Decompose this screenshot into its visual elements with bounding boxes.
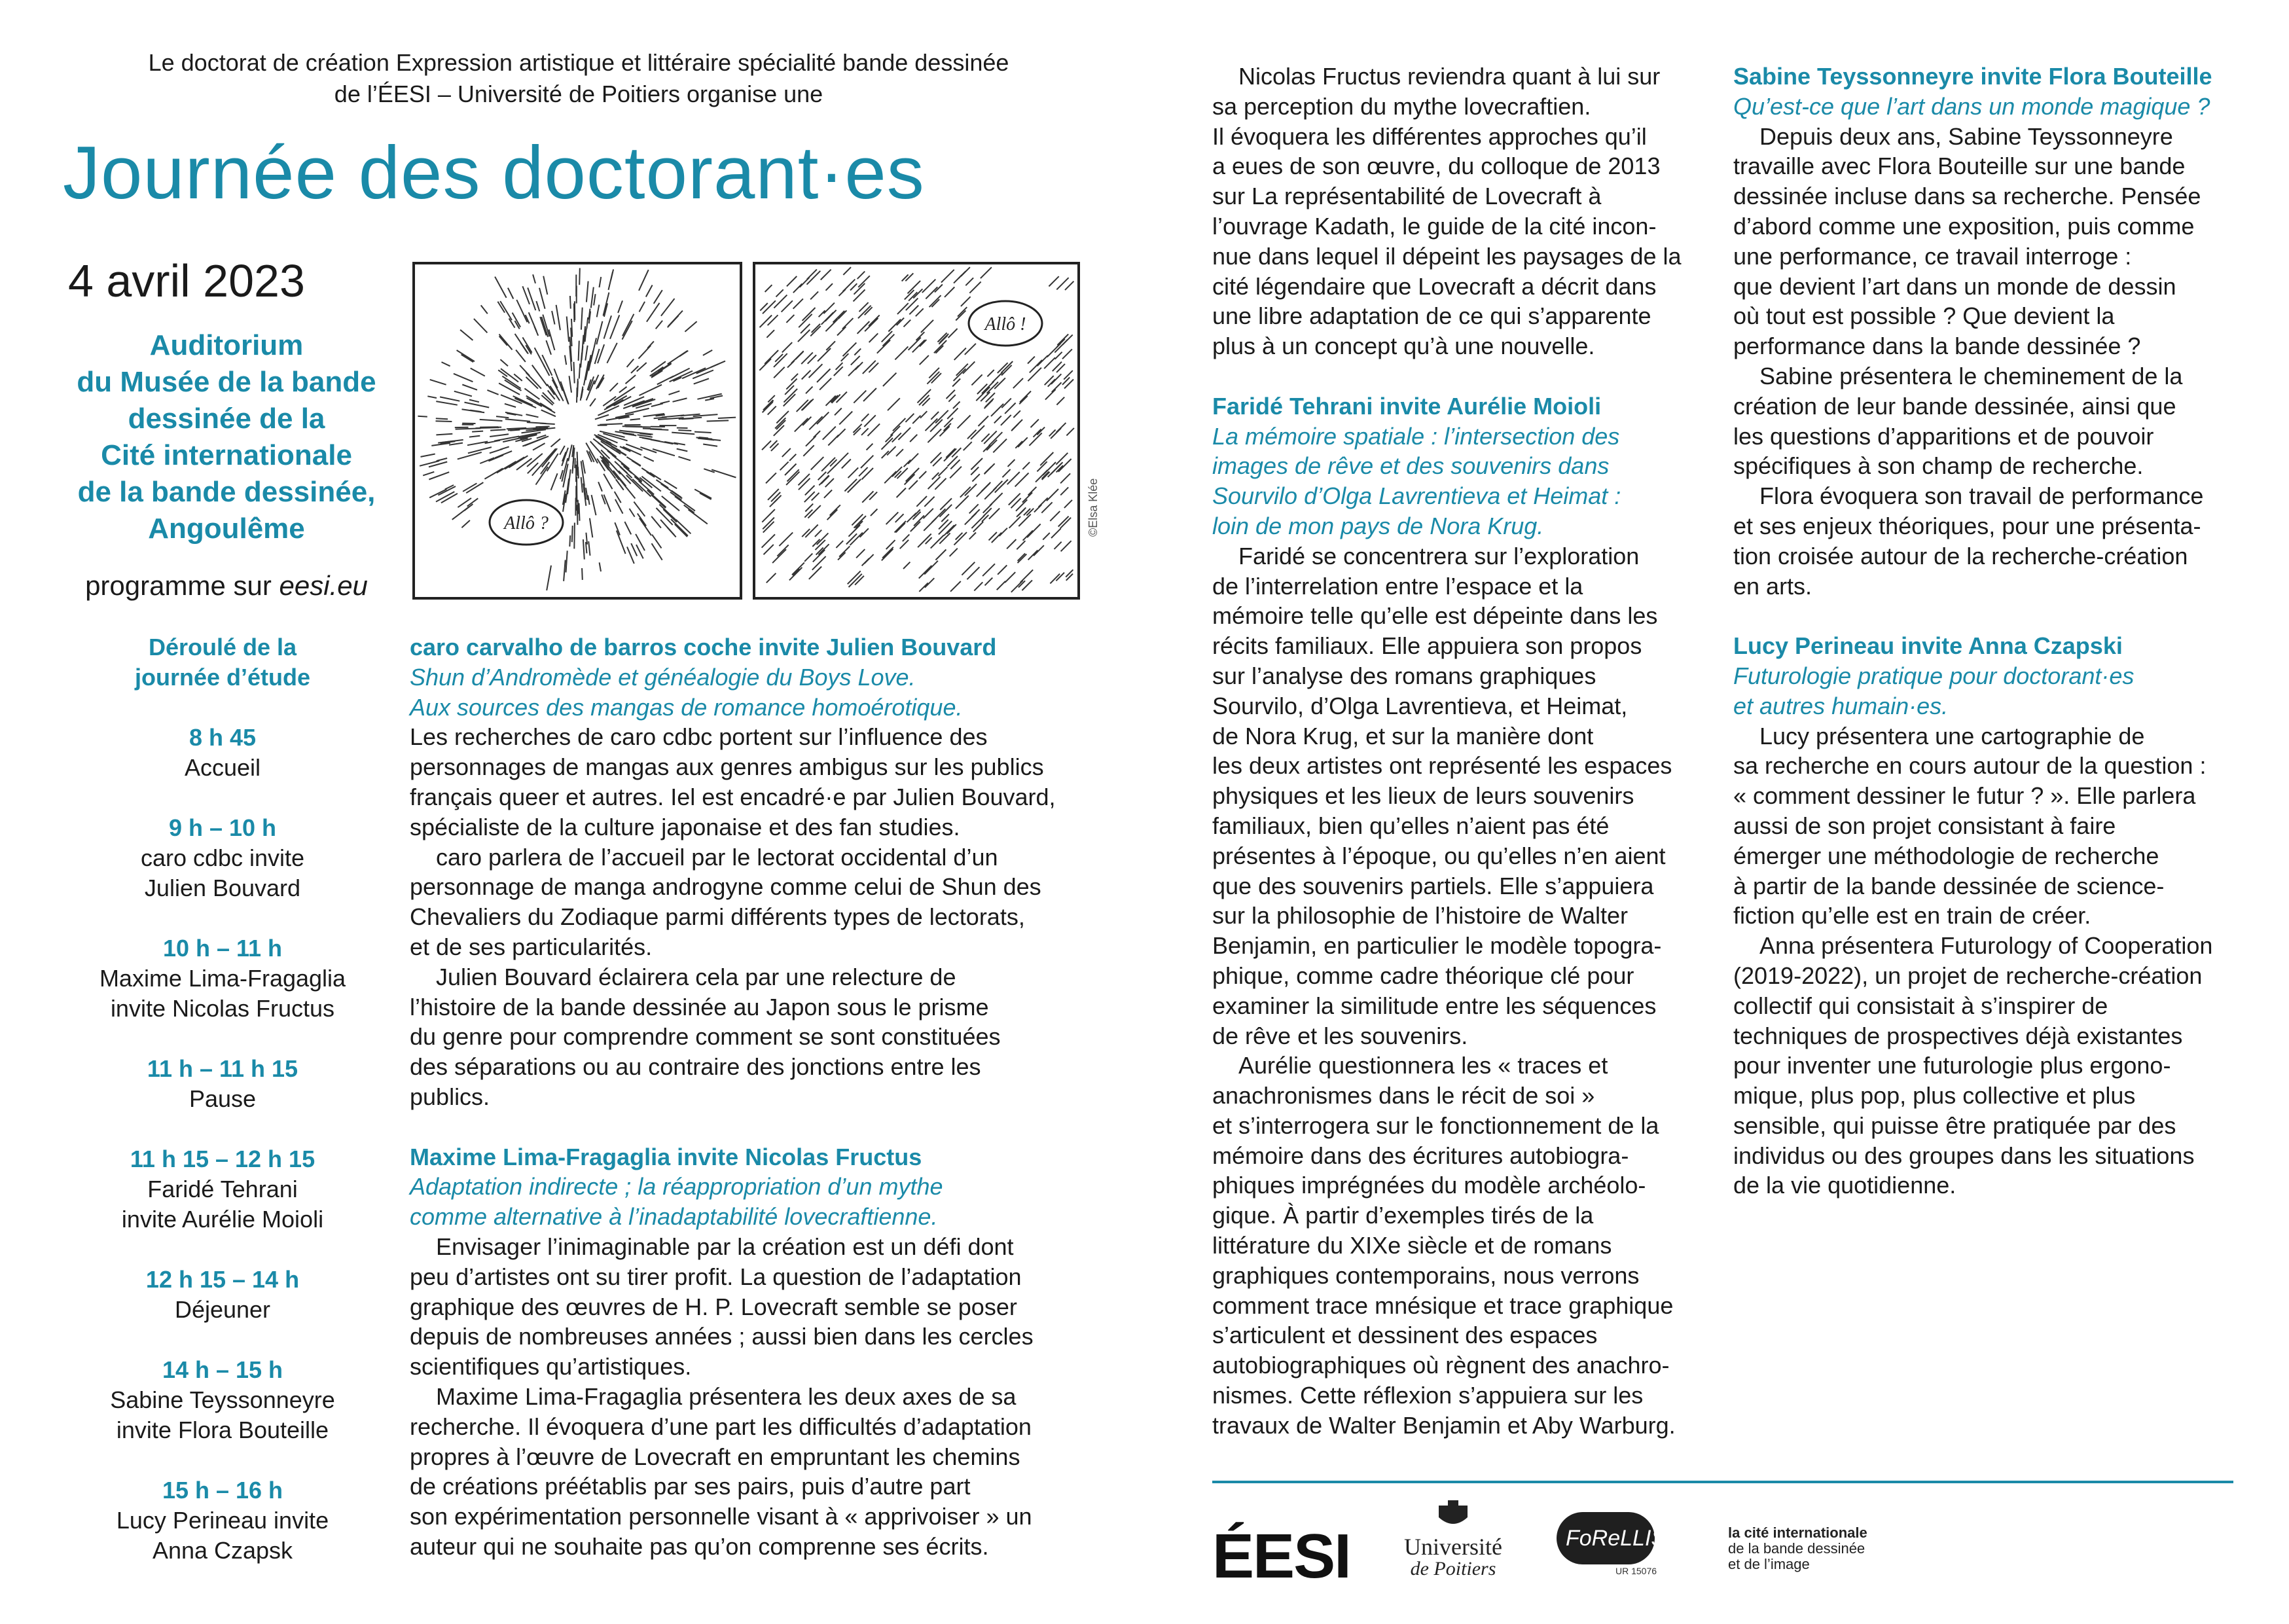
paragraph-line: Lucy présentera une cartographie de bbox=[1759, 722, 2145, 749]
paragraph-line: plus à un concept qu’à une nouvelle. bbox=[1212, 333, 1595, 360]
paragraph-line: littérature du XIXe siècle et de romans bbox=[1212, 1232, 1612, 1259]
paragraph-line: sensible, qui puisse être pratiquée par des bbox=[1733, 1111, 2176, 1139]
paragraph-line: émerger une méthodologie de recherche bbox=[1733, 842, 2159, 869]
paragraph-line: Nicolas Fructus reviendra quant à lui sur bbox=[1238, 63, 1661, 90]
paragraph-line: à partir de la bande dessinée de science- bbox=[1733, 872, 2165, 899]
paragraph-line: de la vie quotidienne. bbox=[1733, 1172, 1956, 1199]
paragraph-line: mémoire dans des écritures autobiogra- bbox=[1212, 1142, 1629, 1169]
paragraph-line: Maxime Lima-Fragaglia présentera les deux axes de sa bbox=[436, 1382, 1017, 1410]
illustration-credit: ©Elsa Klée bbox=[1087, 478, 1100, 537]
intro-line-1: Le doctorat de création Expression artistique et littéraire spécialité bande dessinée bbox=[148, 49, 1009, 76]
paragraph-line: dessinée incluse dans sa recherche. Pensée bbox=[1733, 183, 2201, 210]
paragraph-line: auteur qui ne souhaite pas qu’on comprenne ses écrits. bbox=[410, 1532, 989, 1560]
paragraph-line: et s’interrogera sur le fonctionnement de la bbox=[1212, 1111, 1659, 1139]
paragraph-line: Chevaliers du Zodiaque parmi différents types de lectorats, bbox=[410, 903, 1025, 931]
paragraph-line: l’ouvrage Kadath, le guide de la cité incon- bbox=[1212, 212, 1657, 240]
paragraph-line: de Nora Krug, et sur la manière dont bbox=[1212, 722, 1594, 749]
paragraph-line: de l’interrelation entre l’espace et la bbox=[1212, 572, 1583, 600]
paragraph-line: de créations préétablis par ses pairs, puis d’autre part bbox=[410, 1473, 971, 1500]
paragraph-line: personnages de mangas aux genres ambigus sur les publics bbox=[410, 753, 1044, 781]
paragraph-line: présentes à l’époque, ou qu’elles n’en aient bbox=[1212, 842, 1666, 869]
paragraph-line: Sourvilo, d’Olga Lavrentieva, et Heimat, bbox=[1212, 692, 1628, 719]
paragraph-line: Les recherches de caro cdbc portent sur l’influence des bbox=[410, 723, 988, 751]
paragraph-line: fiction qu’elle est en train de créer. bbox=[1733, 902, 2091, 929]
programme-link[interactable]: eesi.eu bbox=[279, 570, 368, 601]
schedule-time: 15 h – 16 h bbox=[162, 1477, 283, 1504]
paragraph-line: Benjamin, en particulier le modèle topogra- bbox=[1212, 932, 1662, 960]
schedule-desc: Déjeuner bbox=[174, 1296, 271, 1323]
session-heading: caro carvalho de barros coche invite Julien Bouvard bbox=[410, 634, 997, 660]
session-subtitle: Aux sources des mangas de romance homoérotique. bbox=[410, 693, 963, 721]
paragraph-line: nismes. Cette réflexion s’appuiera sur les bbox=[1212, 1382, 1644, 1409]
schedule-time: 14 h – 15 h bbox=[162, 1356, 283, 1383]
paragraph-line: techniques de prospectives déjà existantes bbox=[1733, 1022, 2183, 1049]
paragraph-line: autobiographiques où règnent des anachro- bbox=[1212, 1352, 1670, 1379]
schedule-desc: Julien Bouvard bbox=[144, 875, 301, 901]
paragraph-line: caro parlera de l’accueil par le lectorat occidental d’un bbox=[436, 843, 998, 871]
paragraph-line: et ses enjeux théoriques, pour une présenta- bbox=[1733, 512, 2201, 539]
schedule-time: 8 h 45 bbox=[189, 724, 257, 751]
forellis-sub: UR 15076 bbox=[1615, 1566, 1657, 1576]
paragraph-line: collectif qui consistait à s’inspirer de bbox=[1733, 992, 2108, 1019]
column-session-2-3 bbox=[1212, 62, 1716, 1441]
paragraph-line: mémoire telle qu’elle est dépeinte dans les bbox=[1212, 602, 1658, 630]
universite-poitiers-logo bbox=[1388, 1499, 1519, 1597]
poitiers-line-2: de Poitiers bbox=[1410, 1558, 1496, 1579]
session-subtitle: et autres humain·es. bbox=[1733, 692, 1949, 719]
paragraph-line: nue dans lequel il dépeint les paysages de la bbox=[1212, 242, 1682, 270]
paragraph-line: phique, comme cadre théorique clé pour bbox=[1212, 962, 1634, 989]
schedule-desc: caro cdbc invite bbox=[140, 844, 305, 871]
paragraph-line: où tout est possible ? Que devient la bbox=[1733, 302, 2115, 330]
paragraph-line: sa recherche en cours autour de la question : bbox=[1733, 752, 2207, 780]
schedule-heading: journée d’étude bbox=[134, 664, 311, 691]
cite-bd-logo bbox=[1728, 1525, 1898, 1591]
paragraph-line: a eues de son œuvre, du colloque de 2013 bbox=[1212, 153, 1661, 180]
page-title: Journée des doctorant·es bbox=[63, 132, 925, 215]
paragraph-line: spécialiste de la culture japonaise et des fan studies. bbox=[410, 813, 960, 840]
paragraph-line: peu d’artistes ont su tirer profit. La question de l’adaptation bbox=[410, 1263, 1022, 1290]
paragraph-line: pour inventer une futurologie plus ergono- bbox=[1733, 1052, 2171, 1079]
speech-bubble-left-text: Allô ? bbox=[504, 513, 549, 533]
venue-line: Auditorium bbox=[149, 329, 304, 361]
paragraph-line: publics. bbox=[410, 1083, 490, 1110]
session-heading: Sabine Teyssonneyre invite Flora Bouteille bbox=[1733, 63, 2212, 90]
spacer bbox=[1212, 361, 1716, 391]
paragraph-line: du genre pour comprendre comment se sont constituées bbox=[410, 1023, 1001, 1051]
paragraph-line: physiques et les lieux de leurs souvenirs bbox=[1212, 782, 1634, 810]
paragraph-line: d’abord comme une exposition, puis comme bbox=[1733, 212, 2195, 240]
intro-text bbox=[55, 47, 1102, 110]
eesi-logo-text: ÉESI bbox=[1212, 1521, 1350, 1591]
schedule-desc: Anna Czapsk bbox=[152, 1537, 293, 1564]
spacer bbox=[1733, 601, 2244, 631]
session-subtitle: Adaptation indirecte ; la réappropriation d’un mythe bbox=[410, 1173, 943, 1200]
paragraph-line: l’histoire de la bande dessinée au Japon sous le prisme bbox=[410, 993, 989, 1020]
poitiers-line-1: Université bbox=[1404, 1534, 1502, 1560]
panel-left bbox=[414, 263, 741, 598]
paragraph-line: Depuis deux ans, Sabine Teyssonneyre bbox=[1759, 122, 2173, 150]
paragraph-line: travaille avec Flora Bouteille sur une bande bbox=[1733, 153, 2186, 180]
session-subtitle: Futurologie pratique pour doctorant·es bbox=[1733, 662, 2135, 689]
paragraph-line: une libre adaptation de ce qui s’apparente bbox=[1212, 302, 1651, 330]
paragraph-line: Julien Bouvard éclairera cela par une relecture de bbox=[436, 963, 956, 990]
paragraph-line: graphiques contemporains, nous verrons bbox=[1212, 1261, 1640, 1289]
cite-line-1: la cité internationale bbox=[1728, 1525, 1867, 1541]
speech-bubble-right-text: Allô ! bbox=[984, 314, 1026, 334]
venue-block bbox=[63, 327, 390, 547]
paragraph-line: sa perception du mythe lovecraftien. bbox=[1212, 92, 1591, 120]
paragraph-line: personnage de manga androgyne comme celui de Shun des bbox=[410, 873, 1041, 901]
paragraph-line: et de ses particularités. bbox=[410, 933, 653, 960]
paragraph-line: graphique des œuvres de H. P. Lovecraft semble se poser bbox=[410, 1293, 1017, 1320]
paragraph-line: depuis de nombreuses années ; aussi bien dans les cercles bbox=[410, 1323, 1034, 1350]
paragraph-line: examiner la similitude entre les séquences bbox=[1212, 992, 1657, 1019]
paragraph-line: sur l’analyse des romans graphiques bbox=[1212, 662, 1596, 689]
forellis-logo bbox=[1557, 1512, 1687, 1578]
programme-line bbox=[63, 568, 390, 604]
cite-line-3: et de l’image bbox=[1728, 1556, 1810, 1572]
session-heading: Lucy Perineau invite Anna Czapski bbox=[1733, 632, 2123, 660]
paragraph-line: Aurélie questionnera les « traces et bbox=[1238, 1052, 1608, 1079]
session-subtitle: comme alternative à l’inadaptabilité lovecraftienne. bbox=[410, 1203, 938, 1231]
schedule-desc: Sabine Teyssonneyre bbox=[110, 1386, 335, 1413]
paragraph-line: phiques imprégnées du modèle archéolo- bbox=[1212, 1172, 1646, 1199]
comic-illustration bbox=[412, 262, 1080, 602]
paragraph-line: mique, plus pop, plus collective et plus bbox=[1733, 1082, 2136, 1110]
paragraph-line: aussi de son projet consistant à faire bbox=[1733, 812, 2116, 839]
schedule bbox=[79, 632, 367, 1566]
paragraph-line: tion croisée autour de la recherche-création bbox=[1733, 542, 2188, 569]
paragraph-line: performance dans la bande dessinée ? bbox=[1733, 333, 2141, 360]
paragraph-line: création de leur bande dessinée, ainsi que bbox=[1733, 392, 2176, 420]
paragraph-line: Faridé se concentrera sur l’exploration bbox=[1238, 542, 1640, 569]
session-subtitle: La mémoire spatiale : l’intersection des bbox=[1212, 422, 1620, 450]
paragraph-line: anachronismes dans le récit de soi » bbox=[1212, 1082, 1595, 1110]
paragraph-line: cité légendaire que Lovecraft a décrit dans bbox=[1212, 272, 1657, 300]
schedule-desc: Accueil bbox=[184, 754, 261, 781]
eesi-logo bbox=[1212, 1499, 1350, 1591]
crest-icon bbox=[1433, 1499, 1473, 1532]
paragraph-line: Flora évoquera son travail de performance bbox=[1759, 482, 2204, 510]
cite-line-2: de la bande dessinée bbox=[1728, 1540, 1865, 1557]
paragraph-line: son expérimentation personnelle visant à « apprivoiser » un bbox=[410, 1503, 1032, 1530]
venue-line: de la bande dessinée, bbox=[77, 476, 376, 508]
paragraph-line: « comment dessiner le futur ? ». Elle parlera bbox=[1733, 782, 2196, 810]
schedule-time: 11 h – 11 h 15 bbox=[147, 1055, 298, 1082]
session-subtitle: images de rêve et des souvenirs dans bbox=[1212, 452, 1610, 480]
session-heading: Maxime Lima-Fragaglia invite Nicolas Fructus bbox=[410, 1143, 922, 1170]
paragraph-line: Il évoquera les différentes approches qu’il bbox=[1212, 122, 1647, 150]
schedule-desc: invite Aurélie Moioli bbox=[121, 1206, 324, 1233]
paragraph-line: sur la philosophie de l’histoire de Walter bbox=[1212, 902, 1628, 929]
schedule-desc: Lucy Perineau invite bbox=[116, 1507, 329, 1534]
paragraph-line: en arts. bbox=[1733, 572, 1812, 600]
paragraph-line: Envisager l’inimaginable par la création est un défi dont bbox=[436, 1233, 1014, 1260]
paragraph-line: des séparations ou au contraire des jonctions entre les bbox=[410, 1053, 981, 1081]
session-subtitle: Qu’est-ce que l’art dans un monde magique ? bbox=[1733, 92, 2210, 120]
paragraph-line: que des souvenirs partiels. Elle s’appuiera bbox=[1212, 872, 1654, 899]
paragraph-line: propres à l’œuvre de Lovecraft en empruntant les chemins bbox=[410, 1443, 1020, 1470]
programme-prefix: programme sur bbox=[85, 570, 279, 601]
schedule-heading: Déroulé de la bbox=[148, 634, 297, 660]
session-subtitle: Shun d’Andromède et généalogie du Boys Love. bbox=[410, 663, 916, 691]
venue-line: du Musée de la bande bbox=[77, 366, 376, 398]
paragraph-line: sur La représentabilité de Lovecraft à bbox=[1212, 183, 1602, 210]
footer-divider bbox=[1212, 1481, 2233, 1483]
paragraph-line: une performance, ce travail interroge : bbox=[1733, 242, 2132, 270]
schedule-desc: Faridé Tehrani bbox=[147, 1176, 298, 1202]
paragraph-line: Sabine présentera le cheminement de la bbox=[1759, 362, 2183, 389]
schedule-desc: Pause bbox=[189, 1085, 257, 1112]
paragraph-line: individus ou des groupes dans les situations bbox=[1733, 1142, 2195, 1169]
paragraph-line: recherche. Il évoquera d’une part les difficultés d’adaptation bbox=[410, 1413, 1032, 1440]
schedule-time: 11 h 15 – 12 h 15 bbox=[130, 1146, 315, 1172]
schedule-desc: Maxime Lima-Fragaglia bbox=[99, 965, 346, 992]
event-date: 4 avril 2023 bbox=[68, 255, 305, 306]
paragraph-line: Anna présentera Futurology of Cooperation bbox=[1759, 932, 2213, 960]
schedule-time: 10 h – 11 h bbox=[162, 935, 283, 962]
schedule-desc: invite Flora Bouteille bbox=[116, 1416, 329, 1443]
intro-line-2: de l’ÉESI – Université de Poitiers organise une bbox=[334, 81, 823, 107]
paragraph-line: récits familiaux. Elle appuiera son propos bbox=[1212, 632, 1642, 660]
schedule-desc: invite Nicolas Fructus bbox=[110, 995, 335, 1022]
paragraph-line: scientifiques qu’artistiques. bbox=[410, 1353, 692, 1380]
schedule-time: 9 h – 10 h bbox=[168, 814, 277, 841]
paragraph-line: s’articulent et dessinent des espaces bbox=[1212, 1322, 1598, 1349]
paragraph-line: comment trace mnésique et trace graphique bbox=[1212, 1291, 1674, 1319]
venue-line: Angoulême bbox=[148, 513, 305, 545]
session-heading: Faridé Tehrani invite Aurélie Moioli bbox=[1212, 392, 1602, 420]
paragraph-line: gique. À partir d’exemples tirés de la bbox=[1212, 1202, 1594, 1229]
venue-line: dessinée de la bbox=[128, 403, 325, 435]
paragraph-line: les questions d’apparitions et de pouvoir bbox=[1733, 422, 2154, 450]
paragraph-line: que devient l’art dans un monde de dessin bbox=[1733, 272, 2176, 300]
schedule-time: 12 h 15 – 14 h bbox=[145, 1266, 300, 1293]
paragraph-line: les deux artistes ont représenté les espaces bbox=[1212, 752, 1672, 780]
session-subtitle: loin de mon pays de Nora Krug. bbox=[1212, 512, 1544, 539]
paragraph-line: spécifiques à son champ de recherche. bbox=[1733, 452, 2144, 480]
paragraph-line: de rêve et les souvenirs. bbox=[1212, 1022, 1468, 1049]
session-subtitle: Sourvilo d’Olga Lavrentieva et Heimat : bbox=[1212, 482, 1621, 510]
paragraph-line: français queer et autres. Iel est encadré·e par Julien Bouvard, bbox=[410, 783, 1056, 810]
paragraph-line: (2019-2022), un projet de recherche-création bbox=[1733, 962, 2203, 989]
paragraph-line: travaux de Walter Benjamin et Aby Warburg. bbox=[1212, 1411, 1676, 1439]
forellis-text: FoReLLIS bbox=[1566, 1526, 1667, 1551]
spacer bbox=[410, 1112, 1090, 1142]
column-session-4-5 bbox=[1733, 62, 2244, 1200]
paragraph-line: familiaux, bien qu’elles n’aient pas été bbox=[1212, 812, 1610, 839]
venue-line: Cité internationale bbox=[101, 439, 352, 471]
column-session-1-2 bbox=[410, 632, 1090, 1562]
